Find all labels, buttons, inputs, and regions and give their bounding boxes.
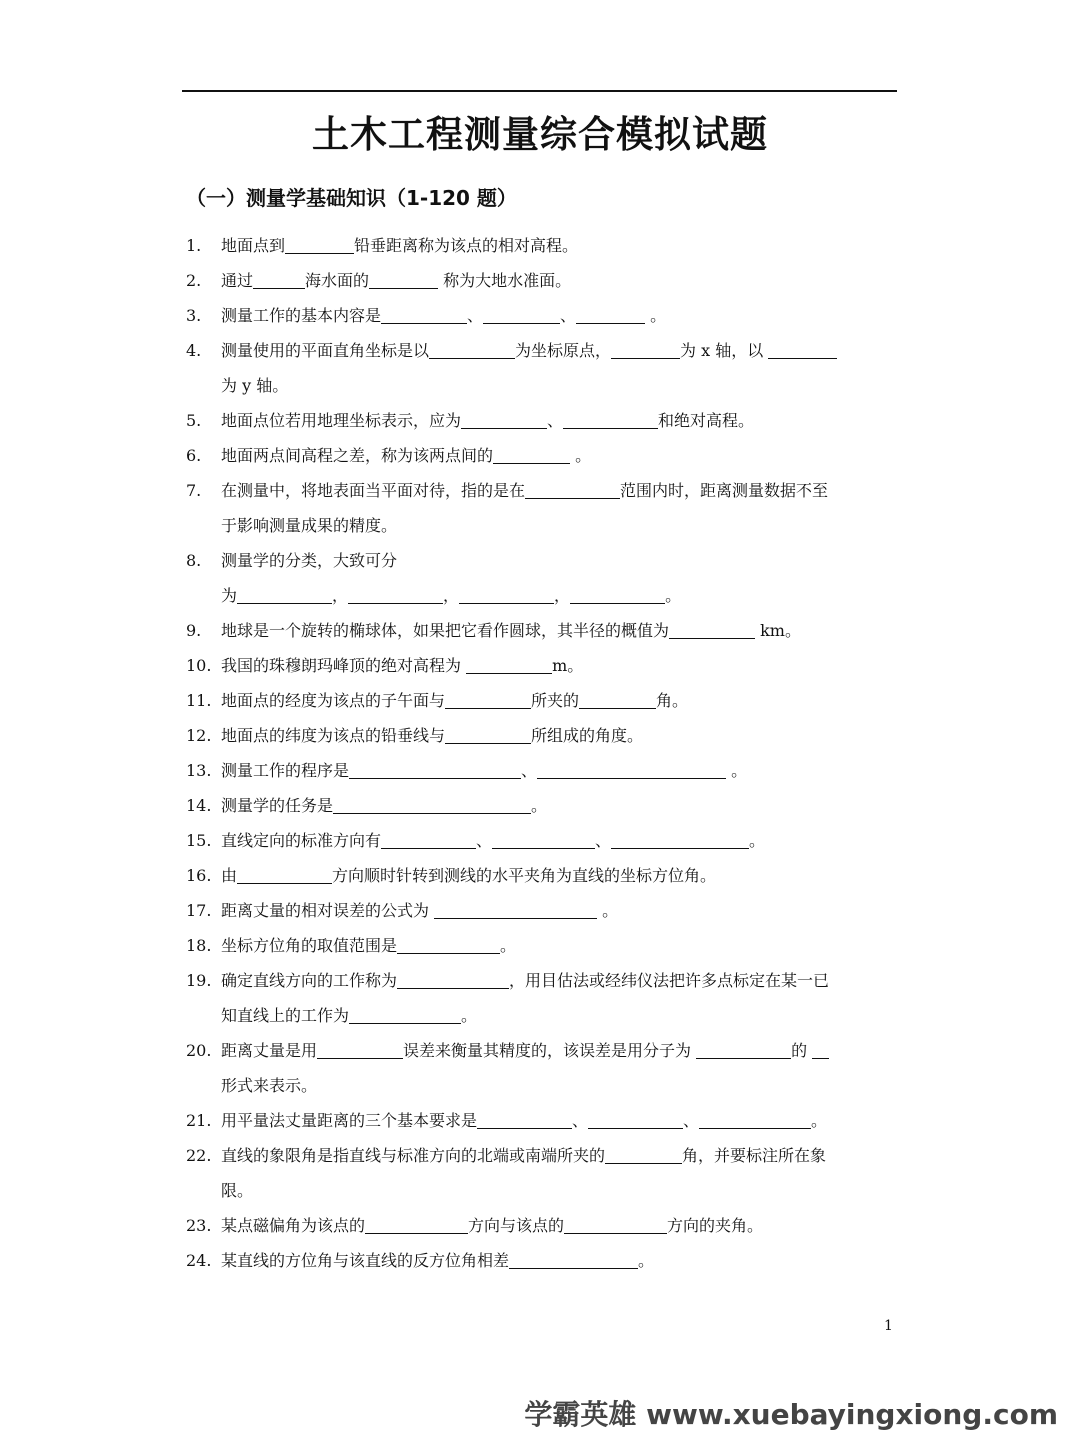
question-number-spacer [186,508,221,543]
answer-blank[interactable] [434,898,597,919]
question-text-segment: 。 [638,1251,655,1270]
question-text-segment: 、 [547,411,564,430]
question-item [186,823,898,858]
question-text-segment: 称为大地水准面。 [438,271,572,290]
question-text-segment: 为 y 轴。 [221,376,289,395]
question-number: 13. [186,761,212,780]
question-text-segment: 。 [597,901,619,920]
answer-blank[interactable] [576,303,645,324]
question-text-segment: ， [554,586,571,605]
question-text-segment: 为 x 轴，以 [680,341,769,360]
question-item [186,543,898,578]
question-text-segment: 于影响测量成果的精度。 [221,516,398,535]
question-text-segment: 、 [476,831,493,850]
answer-blank[interactable] [812,1038,829,1059]
question-item [186,718,898,753]
answer-blank[interactable] [397,968,509,989]
question-number: 9. [186,621,202,640]
question-item [186,473,898,508]
question-text-segment: 地面点到 [221,236,286,255]
answer-blank[interactable] [466,653,552,674]
question-item [186,1243,898,1278]
question-item [186,1033,898,1068]
answer-blank[interactable] [611,338,680,359]
question-number: 16. [186,866,212,885]
question-item [186,1138,898,1173]
question-number: 8. [186,551,202,570]
question-text-segment: 某点磁偏角为该点的 [221,1216,366,1235]
question-number: 24. [186,1251,212,1270]
question-number: 3. [186,306,202,325]
question-text-segment: 。 [665,586,682,605]
question-text-segment: 为坐标原点， [515,341,612,360]
question-number-spacer [186,578,221,613]
question-text-segment: 坐标方位角的取值范围是 [221,936,398,955]
answer-blank[interactable] [459,583,554,604]
question-text-segment: 通过 [221,271,254,290]
question-text-segment: 所夹的 [531,691,580,710]
question-text-segment: 直线定向的标准方向有 [221,831,382,850]
question-item [186,998,898,1033]
answer-blank[interactable] [429,338,515,359]
section-heading: （一）测量学基础知识（1-120 题） [186,186,517,210]
question-number: 11. [186,691,212,710]
answer-blank[interactable] [381,828,476,849]
question-text-segment: 地面点的经度为该点的子午面与 [221,691,446,710]
question-item [186,333,898,368]
question-text-segment: 。 [570,446,592,465]
question-number: 7. [186,481,202,500]
question-number: 1. [186,236,202,255]
question-text-segment: 为 [221,586,238,605]
answer-blank[interactable] [588,1108,683,1129]
question-number: 4. [186,341,202,360]
question-number: 19. [186,971,212,990]
question-number: 21. [186,1111,212,1130]
question-text [221,788,898,823]
question-number-spacer [186,998,221,1033]
question-text-segment: 地面两点间高程之差，称为该两点间的 [221,446,494,465]
answer-blank[interactable] [237,863,332,884]
question-text [221,578,898,613]
question-item [186,1103,898,1138]
answer-blank[interactable] [669,618,755,639]
question-item [186,648,898,683]
answer-blank[interactable] [333,793,531,814]
question-text-segment: 、 [572,1111,589,1130]
question-text-segment: 、 [521,761,538,780]
answer-blank[interactable] [570,583,665,604]
question-text [221,1068,898,1103]
question-text-segment: 测量工作的程序是 [221,761,350,780]
question-text-segment: 。 [749,831,766,850]
answer-blank[interactable] [317,1038,403,1059]
answer-blank[interactable] [699,1108,811,1129]
question-number: 18. [186,936,212,955]
question-text [221,298,898,333]
question-number: 2. [186,271,202,290]
question-number: 23. [186,1216,212,1235]
question-text-segment: 地球是一个旋转的椭球体，如果把它看作圆球，其半径的概值为 [221,621,670,640]
question-text-segment: 。 [531,796,548,815]
question-text-segment: 角，并要标注所在象 [682,1146,827,1165]
question-text [221,998,898,1033]
question-number-spacer [186,368,221,403]
answer-blank[interactable] [537,758,726,779]
question-item [186,228,898,263]
question-text [221,1243,898,1278]
question-text [221,368,898,403]
question-number-spacer [186,1068,221,1103]
answer-blank[interactable] [381,303,467,324]
answer-blank[interactable] [369,268,438,289]
question-text [221,1138,898,1173]
answer-blank[interactable] [348,583,443,604]
question-text-segment: 。 [461,1006,478,1025]
question-text-segment: 测量工作的基本内容是 [221,306,382,325]
question-text-segment: 在测量中，将地表面当平面对待，指的是在 [221,481,526,500]
question-text-segment: 。 [726,761,748,780]
question-text [221,333,898,368]
answer-blank[interactable] [492,828,595,849]
question-text [221,263,898,298]
question-text-segment: 用平量法丈量距离的三个基本要求是 [221,1111,478,1130]
question-text-segment: 距离丈量的相对误差的公式为 [221,901,435,920]
question-text [221,403,898,438]
page-number: 1 [884,1318,893,1334]
answer-blank[interactable] [605,1143,682,1164]
question-text-segment: ，用目估法或经纬仪法把许多点标定在某一已 [509,971,830,990]
answer-blank[interactable] [696,1038,791,1059]
question-text-segment: 方向顺时针转到测线的水平夹角为直线的坐标方位角。 [332,866,717,885]
question-item [186,1173,898,1208]
question-text-segment: 限。 [221,1181,254,1200]
question-text-segment: 测量使用的平面直角坐标是以 [221,341,430,360]
question-number: 5. [186,411,202,430]
question-item [186,928,898,963]
question-text-segment: 我国的珠穆朗玛峰顶的绝对高程为 [221,656,467,675]
question-number: 20. [186,1041,212,1060]
question-text-segment: 直线的象限角是指直线与标准方向的北端或南端所夹的 [221,1146,606,1165]
answer-blank[interactable] [509,1248,638,1269]
question-number: 10. [186,656,212,675]
question-text-segment: 所组成的角度。 [531,726,644,745]
header-rule [182,90,897,92]
question-text-segment: 由 [221,866,238,885]
question-text-segment: 的 [791,1041,813,1060]
question-text [221,648,898,683]
question-item [186,263,898,298]
question-text [221,438,898,473]
question-item [186,893,898,928]
question-text-segment: 。 [811,1111,828,1130]
question-text [221,823,898,858]
question-number: 14. [186,796,212,815]
question-text [221,1208,898,1243]
question-text [221,1173,898,1208]
answer-blank[interactable] [477,1108,572,1129]
question-text [221,508,898,543]
answer-blank[interactable] [445,688,531,709]
question-item [186,753,898,788]
question-text-segment: 铅垂距离称为该点的相对高程。 [354,236,579,255]
question-text-segment: m。 [552,656,584,675]
answer-blank[interactable] [611,828,749,849]
question-text-segment: 某直线的方位角与该直线的反方位角相差 [221,1251,510,1270]
question-text [221,613,898,648]
question-item [186,858,898,893]
question-text-segment: ， [443,586,460,605]
answer-blank[interactable] [493,443,570,464]
question-text-segment: 、 [467,306,484,325]
answer-blank[interactable] [461,408,547,429]
question-item [186,1208,898,1243]
answer-blank[interactable] [768,338,837,359]
question-text-segment: 、 [560,306,577,325]
question-text-segment: 知直线上的工作为 [221,1006,350,1025]
site-watermark: 学霸英雄 www.xuebayingxiong.com [524,1398,1058,1431]
question-item [186,368,898,403]
question-text-segment: 、 [595,831,612,850]
question-text-segment: 误差来衡量其精度的，该误差是用分子为 [403,1041,697,1060]
answer-blank[interactable] [483,303,560,324]
question-text-segment: 、 [683,1111,700,1130]
question-text-segment: 海水面的 [305,271,370,290]
question-text-segment: 测量学的分类，大致可分 [221,551,398,570]
question-number: 15. [186,831,212,850]
question-text-segment: 确定直线方向的工作称为 [221,971,398,990]
question-text-segment: 地面点的纬度为该点的铅垂线与 [221,726,446,745]
question-number: 6. [186,446,202,465]
question-text-segment: 范围内时，距离测量数据不至 [620,481,829,500]
answer-blank[interactable] [237,583,332,604]
question-text-segment: 角。 [656,691,689,710]
question-text-segment: km。 [755,621,801,640]
question-text [221,543,898,578]
answer-blank[interactable] [563,408,658,429]
question-text-segment: 测量学的任务是 [221,796,334,815]
answer-blank[interactable] [579,688,656,709]
answer-blank[interactable] [397,933,500,954]
document-title: 土木工程测量综合模拟试题 [312,113,768,156]
question-text-segment: 地面点位若用地理坐标表示，应为 [221,411,462,430]
question-text [221,473,898,508]
question-text-segment: 形式来表示。 [221,1076,318,1095]
question-text [221,893,898,928]
question-item [186,1068,898,1103]
question-text [221,1103,898,1138]
question-text [221,683,898,718]
question-item [186,963,898,998]
question-number-spacer [186,1173,221,1208]
question-item [186,403,898,438]
answer-blank[interactable] [365,1213,468,1234]
question-text [221,228,898,263]
question-number: 12. [186,726,212,745]
question-item [186,788,898,823]
question-item [186,578,898,613]
answer-blank[interactable] [349,1003,461,1024]
question-text-segment: 方向的夹角。 [667,1216,764,1235]
answer-blank[interactable] [445,723,531,744]
answer-blank[interactable] [285,233,354,254]
question-text [221,1033,898,1068]
question-text [221,858,898,893]
question-text-segment: 。 [500,936,517,955]
question-item [186,613,898,648]
question-text-segment: 。 [645,306,667,325]
answer-blank[interactable] [564,1213,667,1234]
question-text-segment: 距离丈量是用 [221,1041,318,1060]
question-text-segment: 和绝对高程。 [658,411,755,430]
question-text [221,753,898,788]
question-item [186,683,898,718]
answer-blank[interactable] [525,478,620,499]
question-item [186,508,898,543]
answer-blank[interactable] [349,758,521,779]
question-text [221,718,898,753]
question-text-segment: 方向与该点的 [468,1216,565,1235]
question-list [186,228,898,1278]
question-number: 22. [186,1146,212,1165]
answer-blank[interactable] [253,268,305,289]
question-text [221,928,898,963]
question-number: 17. [186,901,212,920]
question-item [186,438,898,473]
question-text-segment: ， [332,586,349,605]
question-text [221,963,898,998]
question-item [186,298,898,333]
